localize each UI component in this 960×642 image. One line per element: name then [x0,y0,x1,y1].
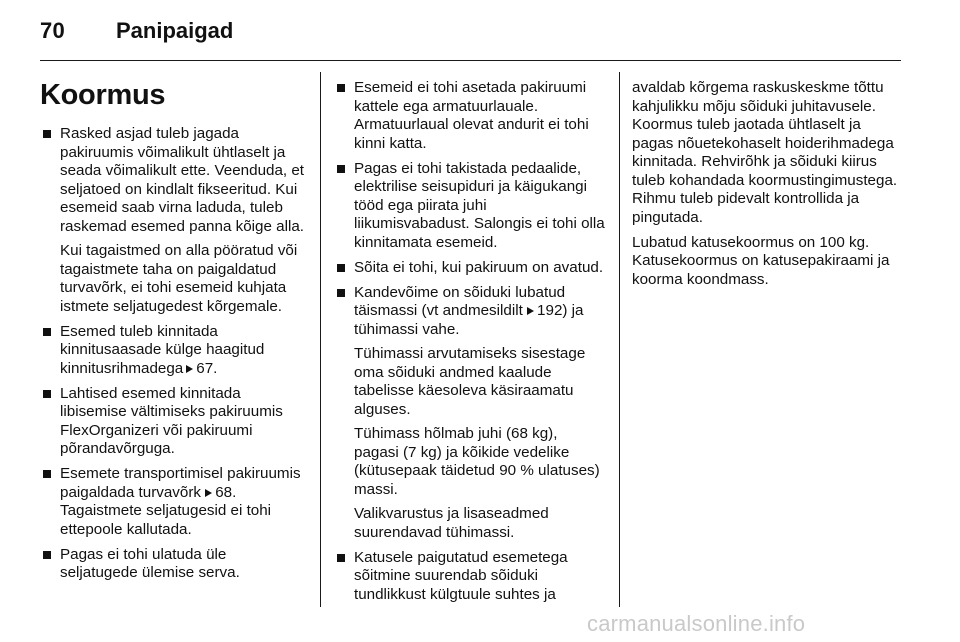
header-rule [40,60,901,61]
text: Sõita ei tohi, kui pakiruum on avatud. [354,258,604,276]
page-reference: 67. [196,359,218,377]
paragraph: Lubatud katusekoormus on 100 kg. Katusekoormus on katusepakiraami ja koorma koondmass. [632,233,890,288]
list-item [334,284,606,543]
column-1 [40,78,308,589]
paragraph: Tühimassi arvutamiseks sisestage oma sõiduki andmed kaalude tabelisse käesoleva käsiraamatu alguses. [354,345,586,418]
paragraph: Rasked asjad tuleb jagada pakiruumis võimalikult ühtlaselt ja seada võimalikult ette. Veenduda, et seljatoed on kindlalt fikseeritud. Kui esemeid saab virna laduda, tuleb raskemad esemed panna kõige alla. [60,125,305,235]
paragraph: Tühimass hõlmab juhi (68 kg), pagasi (7 kg) ja kõikide vedelike (kütusepaak täidetud 90 % ulatuses) massi. [354,425,600,498]
triangle-reference-icon [186,365,193,373]
triangle-reference-icon [527,307,534,315]
text: Tagaistmete seljatugesid ei tohi ettepoole kallutada. [60,502,272,538]
text: Lahtised esemed kinnitada libisemise vältimiseks pakiruumis FlexOrganizeri või pakiruumi põrandavõrguga. [60,384,283,457]
bullet-list-2 [334,79,606,604]
list-item [334,160,606,253]
list-item [40,125,308,316]
list-item [40,465,308,539]
text: Pagas ei tohi takistada pedaalide, elektrilise seisupiduri ja käigukangi tööd ega piirata juhi liikumisvabadust. Salongis ei tohi olla kinnitamata esemeid. [354,159,605,251]
page-reference: 68. [215,483,237,501]
chapter-title: Panipaigad [116,18,234,43]
text: Esemed tuleb kinnitada kinnitusaasade külge haagitud kinnitusrihmadega [60,322,265,377]
list-item [334,79,606,153]
bullet-list-1 [40,125,308,583]
list-item [334,259,606,278]
column-divider-left [320,72,321,607]
paragraph: Kui tagaistmed on alla pööratud või tagaistmete taha on paigaldatud turvavõrk, ei tohi esemeid kuhjata istmete seljatugedest kõrgemale. [60,242,298,315]
list-item [40,546,308,583]
paragraph: Valikvarustus ja lisaseadmed suurendavad tühimassi. [354,505,549,541]
text: Pagas ei tohi ulatuda üle seljatugede ülemise serva. [60,545,240,581]
text: Esemeid ei tohi asetada pakiruumi kattele ega armatuurlauale. Armatuurlaual olevat andurit ei tohi kinni katta. [354,79,589,152]
section-title: Koormus [40,79,166,111]
column-3 [632,79,904,296]
list-item [40,323,308,379]
text: Kandevõime on sõiduki lubatud täismassi (vt andmesildilt [354,283,566,319]
watermark: carmanualsonline.info [587,611,806,636]
paragraph: avaldab kõrgema raskuskeskme tõttu kahjulikku mõju sõiduki juhitavusele. Koormus tuleb jaotada ühtlaselt ja pagas nõuetekohaselt hoiderihmadega kinnitada. Rehvirõhk ja sõiduki kiirus tuleb kohandada koormustingimustega. Rihmu tuleb pidevalt kontrollida ja pingutada. [632,79,898,226]
text: Katusele paigutatud esemetega sõitmine suurendab sõiduki tundlikkust külgtuule suhtes ja [354,548,568,603]
column-2 [334,79,606,611]
column-divider-right [619,72,620,607]
triangle-reference-icon [205,489,212,497]
page-reference: 192) ja tühimassi vahe. [354,302,584,338]
list-item [40,385,308,459]
paragraph [354,284,606,340]
list-item [334,549,606,605]
page-number: 70 [40,18,66,43]
text: Esemete transportimisel pakiruumis paigaldada turvavõrk [60,465,301,501]
